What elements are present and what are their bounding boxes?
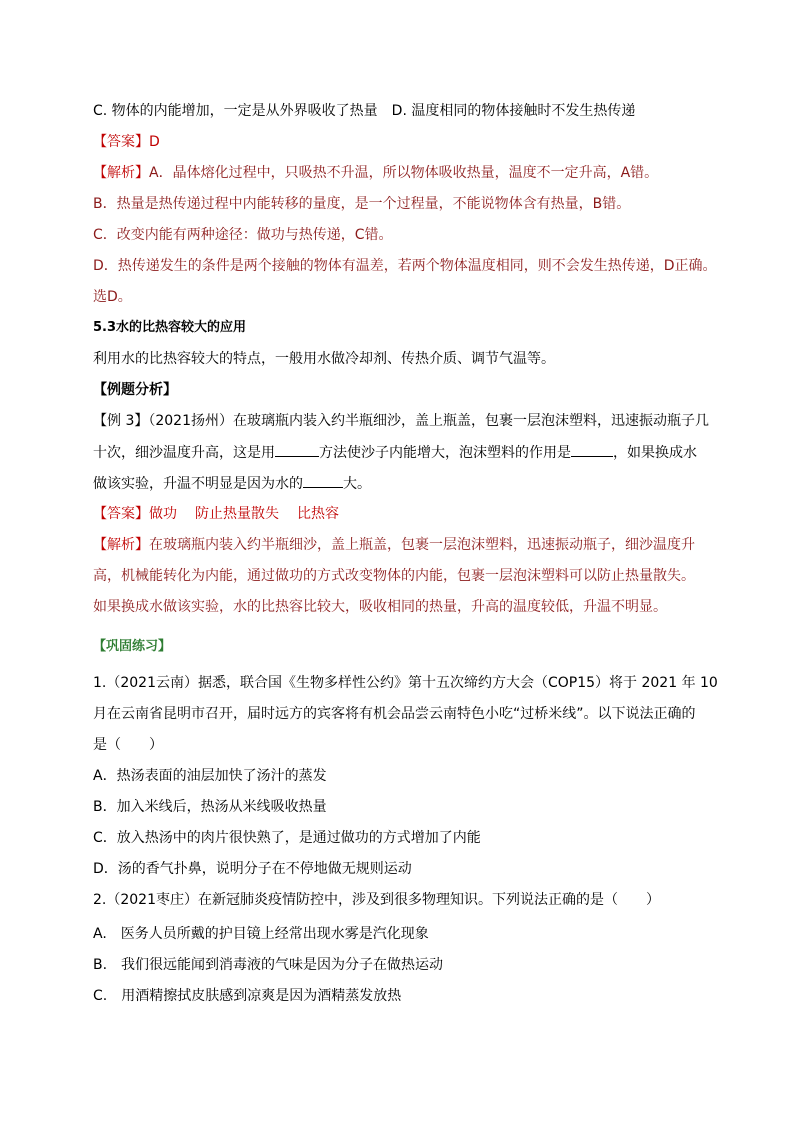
question-1-option-c: C．放入热汤中的肉片很快熟了，是通过做功的方式增加了内能 xyxy=(93,830,481,846)
example-line-2 xyxy=(93,442,733,463)
example-line-1: 【例 3】（2021扬州）在玻璃瓶内装入约半瓶细沙，盖上瓶盖，包裹一层泡沫塑料，迅速振动瓶子几 xyxy=(93,413,709,429)
explanation-line-6 xyxy=(93,535,733,555)
question-1-line-2: 月在云南省昆明市召开，届时远方的宾客将有机会品尝云南特色小吃“过桥米线”。以下说法正确的 xyxy=(93,706,696,722)
question-2-option-a: A. 医务人员所戴的护目镜上经常出现水雾是汽化现象 xyxy=(93,926,429,942)
fill-blank-1[interactable] xyxy=(275,442,319,457)
example-heading: 【例题分析】 xyxy=(93,382,177,398)
section-intro: 利用水的比热容较大的特点，一般用水做冷却剂、传热介质、调节气温等。 xyxy=(93,351,555,367)
question-2-line-1: 2.（2021枣庄）在新冠肺炎疫情防控中，涉及到很多物理知识。下列说法正确的是（ ） xyxy=(93,892,660,908)
example-text: 方法使沙子内能增大，泡沫塑料的作用是 xyxy=(319,445,571,461)
example-text: 大。 xyxy=(343,476,371,492)
explanation-line-5: 选D。 xyxy=(93,289,132,305)
explanation-line-8: 如果换成水做该实验，水的比热容比较大，吸收相同的热量，升高的温度较低，升温不明显。 xyxy=(93,599,667,615)
question-1-line-1: 1.（2021云南）据悉，联合国《生物多样性公约》第十五次缔约方大会（COP15）将于 2021 年 10 xyxy=(93,675,718,691)
fill-blank-2[interactable] xyxy=(571,442,613,457)
explanation-line-1 xyxy=(93,163,733,183)
example-text: 十次，细沙温度升高，这是用 xyxy=(93,445,275,461)
practice-heading: 【巩固练习】 xyxy=(93,639,172,654)
answer-value-3: 比热容 xyxy=(297,506,339,522)
question-2-option-b: B. 我们很远能闻到消毒液的气味是因为分子在做热运动 xyxy=(93,957,444,973)
explanation-text: A．晶体熔化过程中，只吸热不升温，所以物体吸收热量，温度不一定升高，A错。 xyxy=(149,165,659,181)
question-1-option-d: D．汤的香气扑鼻，说明分子在不停地做无规则运动 xyxy=(93,861,412,877)
explanation-line-2: B．热量是热传递过程中内能转移的量度，是一个过程量，不能说物体含有热量，B错。 xyxy=(93,196,631,212)
question-1-option-a: A．热汤表面的油层加快了汤汁的蒸发 xyxy=(93,768,327,784)
question-1-option-b: B．加入米线后，热汤从米线吸收热量 xyxy=(93,799,327,815)
section-heading: 5.3水的比热容较大的应用 xyxy=(93,320,247,335)
explanation-line-3: C．改变内能有两种途径：做功与热传递，C错。 xyxy=(93,227,393,243)
answer-label: 【答案】 xyxy=(93,506,149,522)
explanation-line-4: D．热传递发生的条件是两个接触的物体有温差，若两个物体温度相同，则不会发生热传递，D正确。 xyxy=(93,258,717,274)
explanation-text: 在玻璃瓶内装入约半瓶细沙，盖上瓶盖，包裹一层泡沫塑料，迅速振动瓶子，细沙温度升 xyxy=(149,537,695,553)
option-line-c-d: C. 物体的内能增加，一定是从外界吸收了热量 D. 温度相同的物体接触时不发生热传递 xyxy=(93,103,636,119)
fill-blank-3[interactable] xyxy=(303,473,343,488)
example-text: ，如果换成水 xyxy=(613,445,697,461)
question-2-option-c: C. 用酒精擦拭皮肤感到凉爽是因为酒精蒸发放热 xyxy=(93,988,402,1004)
explanation-label: 【解析】 xyxy=(93,165,149,181)
example-text: 做该实验，升温不明显是因为水的 xyxy=(93,476,303,492)
answer-value-2: 防止热量散失 xyxy=(195,506,279,522)
explanation-line-7: 高，机械能转化为内能，通过做功的方式改变物体的内能，包裹一层泡沫塑料可以防止热量散失。 xyxy=(93,568,695,584)
explanation-label: 【解析】 xyxy=(93,537,149,553)
answer-line: 【答案】D xyxy=(93,134,160,150)
answer-value-1: 做功 xyxy=(149,506,177,522)
question-1-line-3: 是（ ） xyxy=(93,737,163,753)
answer-line-2 xyxy=(93,504,733,524)
example-line-3 xyxy=(93,473,733,494)
